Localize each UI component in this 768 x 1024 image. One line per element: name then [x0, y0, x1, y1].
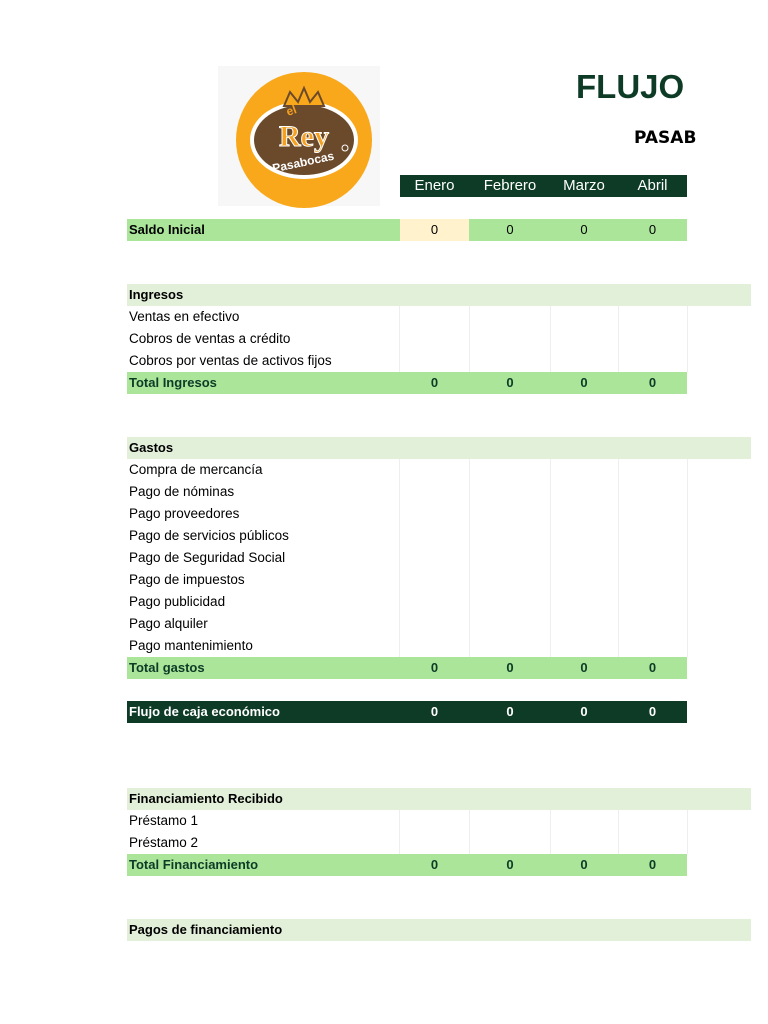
- month-header-bar: [400, 175, 687, 197]
- financiamiento-header-row: [127, 788, 751, 810]
- total-financiamiento-enero[interactable]: 0: [430, 857, 439, 872]
- flujo-marzo[interactable]: 0: [580, 704, 588, 719]
- total-ingresos-abril[interactable]: 0: [648, 375, 657, 390]
- svg-text:el: el: [284, 102, 299, 119]
- total-gastos-label: Total gastos: [129, 660, 205, 675]
- saldo-marzo[interactable]: 0: [580, 222, 588, 237]
- total-ingresos-febrero[interactable]: 0: [506, 375, 514, 390]
- total-financiamiento-label: Total Financiamiento: [129, 857, 259, 872]
- flujo-febrero[interactable]: 0: [506, 704, 514, 719]
- gastos-header-row: [127, 437, 751, 459]
- svg-text:Pasabocas: Pasabocas: [271, 148, 336, 176]
- grid-line: [550, 306, 551, 372]
- grid-line: [399, 459, 400, 657]
- total-gastos-febrero[interactable]: 0: [506, 660, 514, 675]
- gasto-item-label: Pago publicidad: [129, 594, 226, 609]
- grid-line: [469, 306, 470, 372]
- gastos-header: Gastos: [129, 440, 174, 455]
- ingresos-header-row: [127, 284, 751, 306]
- total-gastos-abril[interactable]: 0: [648, 660, 657, 675]
- gasto-item-label: Pago alquiler: [129, 616, 208, 631]
- financiamiento-header: Financiamiento Recibido: [129, 791, 283, 806]
- grid-line: [550, 459, 551, 657]
- gasto-item-label: Compra de mercancía: [129, 462, 263, 477]
- grid-line: [399, 810, 400, 854]
- month-header-marzo: Marzo: [563, 177, 605, 194]
- saldo-inicial-row: [127, 219, 687, 241]
- total-ingresos-row: [127, 372, 687, 394]
- total-financiamiento-abril[interactable]: 0: [648, 857, 657, 872]
- ingreso-item-label: Cobros por ventas de activos fijos: [129, 353, 332, 368]
- gasto-item-label: Pago de impuestos: [129, 572, 245, 587]
- gasto-item-label: Pago mantenimiento: [129, 638, 253, 653]
- gasto-item-label: Pago de nóminas: [129, 484, 235, 499]
- gasto-item-label: Pago de servicios públicos: [129, 528, 289, 543]
- grid-line: [687, 306, 688, 372]
- prestamo-label: Préstamo 1: [129, 813, 199, 828]
- month-header-febrero: Febrero: [483, 177, 537, 194]
- gasto-item-label: Pago proveedores: [129, 506, 240, 521]
- flujo-enero[interactable]: 0: [430, 704, 439, 719]
- month-header-abril: Abril: [637, 177, 668, 194]
- total-ingresos-marzo[interactable]: 0: [580, 375, 588, 390]
- grid-line: [618, 810, 619, 854]
- grid-line: [469, 810, 470, 854]
- total-financiamiento-febrero[interactable]: 0: [506, 857, 514, 872]
- grid-line: [399, 306, 400, 372]
- sheet-title: FLUJO: [576, 68, 685, 105]
- total-gastos-row: [127, 657, 687, 679]
- saldo-inicial-label: Saldo Inicial: [129, 222, 205, 237]
- saldo-febrero[interactable]: 0: [506, 222, 514, 237]
- total-financiamiento-row: [127, 854, 687, 876]
- ingresos-header: Ingresos: [129, 287, 184, 302]
- total-gastos-marzo[interactable]: 0: [580, 660, 588, 675]
- svg-text:Rey: Rey: [279, 120, 329, 153]
- flujo-abril[interactable]: 0: [648, 704, 657, 719]
- grid-line: [618, 306, 619, 372]
- flujo-caja-label: Flujo de caja económico: [129, 704, 280, 719]
- grid-line: [550, 810, 551, 854]
- ingreso-item-label: Cobros de ventas a crédito: [129, 331, 291, 346]
- total-ingresos-enero[interactable]: 0: [430, 375, 439, 390]
- total-ingresos-label: Total Ingresos: [129, 375, 217, 390]
- saldo-abril[interactable]: 0: [648, 222, 657, 237]
- gasto-item-label: Pago de Seguridad Social: [129, 550, 286, 565]
- grid-line: [618, 459, 619, 657]
- grid-line: [687, 810, 688, 854]
- grid-line: [469, 459, 470, 657]
- ingreso-item-label: Ventas en efectivo: [129, 309, 240, 324]
- month-header-enero: Enero: [414, 177, 455, 194]
- prestamo-label: Préstamo 2: [129, 835, 199, 850]
- grid-line: [687, 459, 688, 657]
- pagos-financiamiento-header: Pagos de financiamiento: [129, 922, 283, 937]
- total-financiamiento-marzo[interactable]: 0: [580, 857, 588, 872]
- total-gastos-enero[interactable]: 0: [430, 660, 439, 675]
- flujo-caja-row: [127, 701, 687, 723]
- brand-logo: [218, 66, 380, 206]
- saldo-enero[interactable]: 0: [400, 219, 469, 241]
- pagos-financiamiento-header-row: [127, 919, 751, 941]
- sheet-subtitle: PASAB: [634, 128, 697, 148]
